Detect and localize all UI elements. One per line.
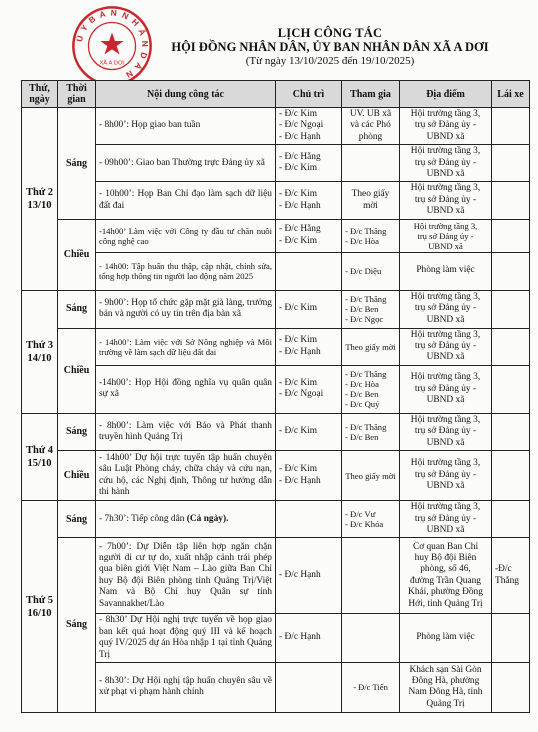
location-cell: Hội trường tầng 3, trụ sở Đảng ủy - UBND xã [400, 108, 492, 145]
col-header-chair: Chủ trì [276, 81, 342, 108]
location-cell: Khách sạn Sài Gòn Đông Hà, phường Nam Đông Hà, tỉnh Quảng Trị [400, 662, 492, 712]
day-cell: Thứ 4 15/10 [22, 413, 58, 500]
table-row [22, 451, 530, 501]
driver-cell [492, 328, 530, 365]
schedule-table [21, 80, 530, 713]
session-cell: Sáng [58, 108, 96, 220]
location-cell: Hội trường tầng 3, trụ sở Đảng ủy - UBND xã [400, 413, 492, 450]
chair-cell [276, 252, 342, 290]
chair-cell: - Đ/c Kim - Đ/c Ngoại [276, 365, 342, 413]
table-row [22, 328, 530, 365]
chair-cell: - Đ/c Kim - Đ/c Hạnh [276, 328, 342, 365]
task-content: - 8h00’: Họp giao ban tuần [96, 108, 276, 145]
driver-cell [492, 219, 530, 252]
task-content: - 14h00: Tập huấn thu thập, cập nhật, chỉnh sửa, tổng hợp thông tin người lao động năm 2025 [96, 252, 276, 290]
driver-cell [492, 252, 530, 290]
location-cell: Hội trường tầng 3, trụ sở Đảng ủy - UBND xã [400, 290, 492, 328]
participants-cell [342, 145, 400, 182]
location-cell: Phòng làm việc [400, 614, 492, 663]
col-header-driver: Lái xe [492, 81, 530, 108]
task-content: - 14h00’ Dự hội trực tuyến tập huấn chuyên sâu Luật Phòng cháy, chữa cháy và cứu nạn, cứu hộ, các Nghị định, Thông tư hướng dẫn thi hành [96, 451, 276, 501]
col-header-content: Nội dung công tác [96, 81, 276, 108]
location-cell: Cơ quan Ban Chỉ huy Bộ đội Biên phòng, số 46, đường Trần Quang Khải, phường Đồng Hới, tỉnh Quảng Trị [400, 538, 492, 614]
driver-cell [492, 145, 530, 182]
driver-cell [492, 182, 530, 219]
participants-cell: Theo giấy mời [342, 451, 400, 501]
session-cell: Sáng [58, 501, 96, 538]
task-content: - 8h00’: Làm việc với Báo và Phát thanh truyền hình Quảng Trị [96, 413, 276, 450]
task-content: -14h00’ Làm việc với Công ty đầu tư chăn nuôi công nghệ cao [96, 219, 276, 252]
location-cell: Hội trường tầng 3, trụ sở Đảng ủy - UBND xã [400, 328, 492, 365]
chair-cell: - Đ/c Hằng - Đ/c Kim [276, 145, 342, 182]
participants-cell [342, 538, 400, 614]
task-content: - 9h00’: Họp tổ chức gặp mặt già làng, trưởng bản và người có uy tín trên địa bàn xã [96, 290, 276, 328]
session-cell: Chiều [58, 219, 96, 290]
seal-name: XÃ A DƠI [99, 60, 125, 67]
table-row [22, 290, 530, 328]
driver-cell [492, 365, 530, 413]
table-row [22, 662, 530, 712]
table-row [22, 538, 530, 614]
location-cell: Phòng làm việc [400, 252, 492, 290]
participants-cell: Theo giấy mời [342, 328, 400, 365]
table-row [22, 108, 530, 145]
driver-cell [492, 451, 530, 501]
table-row [22, 614, 530, 663]
table-row [22, 413, 530, 450]
session-cell: Chiều [58, 328, 96, 413]
participants-cell: Theo giấy mời [342, 182, 400, 219]
day-cell: Thứ 5 16/10 [22, 501, 58, 713]
chair-cell: - Đ/c Kim - Đ/c Hạnh [276, 451, 342, 501]
driver-cell [492, 108, 530, 145]
chair-cell: - Đ/c Kim - Đ/c Ngoại - Đ/c Hạnh [276, 108, 342, 145]
chair-cell: - Đ/c Kim [276, 290, 342, 328]
participants-cell: - Đ/c Tiến [342, 662, 400, 712]
participants-cell: UV. UB xã và các Phó phòng [342, 108, 400, 145]
task-content: - 09h00’: Giao ban Thường trực Đảng ủy xã [96, 145, 276, 182]
seal-ring-text: Ủ Y B A N N H Â N D Â N [74, 7, 151, 81]
day-cell: Thứ 3 14/10 [22, 290, 58, 413]
table-row [22, 182, 530, 219]
location-cell: Hội trường tầng 3, trụ sở Đảng ủy - UBND xã [400, 365, 492, 413]
driver-cell [492, 413, 530, 450]
day-cell: Thứ 2 13/10 [22, 108, 58, 291]
task-content: - 7h00’: Dự Diễn tập liên hợp ngăn chặn người di cư tự do, xuất nhập cảnh trái phép qua biên giới Việt Nam – Lào giữa Ban Chỉ huy Bộ đội Biên phòng tỉnh Quảng Trị/Việt Nam và Bộ Chỉ huy Quân sự tỉnh Savannakhet/Lào [96, 538, 276, 614]
task-content: - 8h30’: Dự Hội nghị tập huấn chuyên sâu về xử phạt vi phạm hành chính [96, 662, 276, 712]
page-title: LỊCH CÔNG TÁC [277, 26, 383, 40]
table-row [22, 365, 530, 413]
driver-cell [492, 662, 530, 712]
participants-cell: - Đ/c Thăng - Đ/c Ben [342, 413, 400, 450]
location-cell: Hội trường tầng 3, trụ sở Đảng ủy - UBND xã [400, 451, 492, 501]
table-row [22, 252, 530, 290]
driver-cell: -Đ/c Thắng [492, 538, 530, 614]
col-header-day: Thứ, ngày [22, 81, 58, 108]
driver-cell [492, 614, 530, 663]
table-header-row [22, 81, 530, 108]
date-range: (Từ ngày 13/10/2025 đến 19/10/2025) [245, 55, 415, 67]
participants-cell: - Đ/c Thăng - Đ/c Ben - Đ/c Ngọc [342, 290, 400, 328]
participants-cell [342, 614, 400, 663]
task-content: - 7h30’: Tiếp công dân (Cả ngày). [96, 501, 276, 538]
task-content: - 10h00’: Họp Ban Chỉ đạo làm sạch dữ liệu đất đai [96, 182, 276, 219]
chair-cell: - Đ/c Hạnh [276, 538, 342, 614]
task-content: -14h00’: Họp Hội đồng nghĩa vụ quân quân sự xã [96, 365, 276, 413]
table-row [22, 219, 530, 252]
chair-cell [276, 662, 342, 712]
col-header-time: Thời gian [58, 81, 96, 108]
chair-cell: - Đ/c Hạnh [276, 614, 342, 663]
chair-cell: - Đ/c Kim [276, 413, 342, 450]
table-row [22, 145, 530, 182]
task-content: - 8h30’ Dự Hội nghị trực tuyến về họp giao ban kết quả hoạt động quý III và kế hoạch quý IV/2025 dự án Hòa nhập 1 tại tỉnh Quảng Trị [96, 614, 276, 663]
session-cell: Sáng [58, 413, 96, 450]
session-cell: Chiều [58, 451, 96, 501]
participants-cell: - Đ/c Thăng - Đ/c Hòa [342, 219, 400, 252]
location-cell: Hội trường tầng 3, trụ sở Đảng ủy - UBND xã [400, 219, 492, 252]
location-cell: Hội trường tầng 3, trụ sở Đảng ủy - UBND xã [400, 182, 492, 219]
participants-cell: - Đ/c Diệu [342, 252, 400, 290]
location-cell: Hội trường tầng 3, trụ sở Đảng ủy - UBND xã [400, 501, 492, 538]
driver-cell [492, 501, 530, 538]
session-cell: Sáng [58, 538, 96, 713]
chair-cell [276, 501, 342, 538]
org-name: HỘI ĐỒNG NHÂN DÂN, ỦY BAN NHÂN DÂN XÃ A DƠI [171, 40, 489, 54]
participants-cell: - Đ/c Thăng - Đ/c Hòa - Đ/c Ben - Đ/c Quý [342, 365, 400, 413]
col-header-participants: Tham gia [342, 81, 400, 108]
participants-cell: - Đ/c Vư - Đ/c Khóa [342, 501, 400, 538]
chair-cell: - Đ/c Kim - Đ/c Hạnh [276, 182, 342, 219]
driver-cell [492, 290, 530, 328]
session-cell: Sáng [58, 290, 96, 328]
location-cell: Hội trường tầng 3, trụ sở Đảng ủy - UBND xã [400, 145, 492, 182]
table-row [22, 501, 530, 538]
col-header-location: Địa điểm [400, 81, 492, 108]
task-content: - 14h00’: Làm việc với Sở Nông nghiệp và Môi trường về làm sạch dữ liệu đất đai [96, 328, 276, 365]
chair-cell: - Đ/c Hằng - Đ/c Kim [276, 219, 342, 252]
